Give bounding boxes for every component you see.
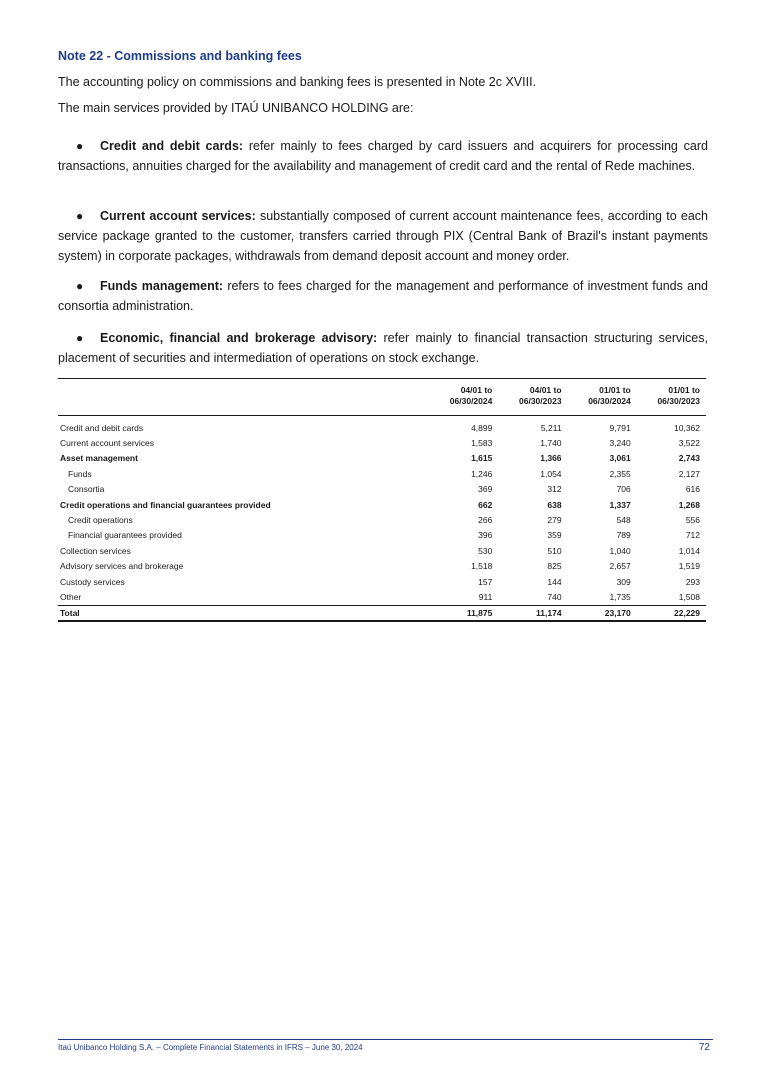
row-value: 3,240 (609, 438, 631, 449)
bullet-icon: ● (76, 139, 84, 153)
table-row (58, 589, 706, 605)
row-value: 1,615 (471, 453, 493, 464)
row-value: 1,519 (678, 561, 700, 572)
bullet-current-account-services (58, 206, 708, 266)
row-value: 1,040 (609, 545, 631, 556)
row-label: Collection services (60, 545, 131, 556)
table-header-row (58, 379, 706, 416)
row-label: Current account services (60, 438, 155, 449)
row-value: 1,740 (540, 438, 562, 449)
row-label: Credit operations and financial guarantees provided (60, 499, 271, 510)
bullet-icon: ● (76, 209, 84, 223)
bullet-lead: Funds management: (100, 279, 224, 293)
row-label: Financial guarantees provided (68, 530, 182, 541)
row-value: 359 (547, 530, 562, 541)
row-value: 638 (547, 499, 562, 510)
table-total-row (58, 605, 706, 621)
bullet-lead: Current account services: (100, 209, 256, 223)
row-label: Advisory services and brokerage (60, 561, 184, 572)
row-value: 706 (616, 484, 631, 495)
row-label: Consortia (68, 484, 105, 495)
row-value: 1,518 (471, 561, 493, 572)
row-value: 1,337 (609, 499, 631, 510)
row-value: 616 (685, 484, 700, 495)
footer-divider (58, 1039, 713, 1040)
row-value: 1,366 (540, 453, 562, 464)
row-label: Custody services (60, 576, 125, 587)
note-title: Note 22 - Commissions and banking fees (58, 49, 302, 63)
row-value: 5,211 (540, 422, 562, 433)
row-value: 740 (547, 591, 562, 602)
bullet-text: refer mainly to fees charged by card issuers and acquirers for processing card transactions, annuities charged for the availability and management of credit card and the rental of Rede machines. (58, 139, 708, 173)
table-row (58, 528, 706, 543)
row-value: 293 (685, 576, 700, 587)
row-value: 266 (478, 515, 493, 526)
services-intro-paragraph: The main services provided by ITAÚ UNIBANCO HOLDING are: (58, 101, 414, 115)
row-value: 825 (547, 561, 562, 572)
total-label: Total (58, 605, 429, 621)
bullet-text: substantially composed of current account maintenance fees, according to each service package granted to the customer, transfers carried through PIX (Central Bank of Brazil's instant payments system) in corporate packages, withdrawals from demand deposit account and money order. (58, 209, 708, 263)
row-value: 548 (616, 515, 631, 526)
row-label: Credit and debit cards (60, 422, 144, 433)
bullet-icon: ● (76, 331, 84, 345)
bullet-text: refer mainly to financial transaction structuring services, placement of securities and intermediation of operations on stock exchange. (58, 331, 708, 365)
row-value: 1,508 (678, 591, 700, 602)
bullet-text: refers to fees charged for the management and performance of investment funds and consortia administration. (58, 279, 708, 313)
row-value: 662 (478, 499, 493, 510)
row-label: Other (60, 591, 82, 602)
row-value: 1,735 (609, 591, 631, 602)
row-value: 530 (478, 545, 493, 556)
bullet-lead: Economic, financial and brokerage advisory: (100, 331, 378, 345)
row-value: 396 (478, 530, 493, 541)
table-header-cell: 01/01 to 06/30/2024 (568, 379, 637, 416)
row-label: Asset management (60, 453, 138, 464)
row-value: 279 (547, 515, 562, 526)
bullet-advisory (58, 328, 708, 368)
table-row (58, 497, 706, 512)
total-value: 22,229 (637, 605, 706, 621)
row-value: 3,522 (678, 438, 700, 449)
row-value: 144 (547, 576, 562, 587)
table-row (58, 574, 706, 589)
table-header-label (58, 379, 429, 416)
row-label: Credit operations (68, 515, 133, 526)
row-value: 312 (547, 484, 562, 495)
row-value: 712 (685, 530, 700, 541)
table-header-cell: 04/01 to 06/30/2024 (429, 379, 498, 416)
row-value: 3,061 (609, 453, 631, 464)
total-value: 11,875 (429, 605, 498, 621)
table-row (58, 435, 706, 450)
row-value: 2,127 (678, 468, 700, 479)
row-value: 2,657 (609, 561, 631, 572)
row-value: 556 (685, 515, 700, 526)
bullet-funds-management (58, 276, 708, 316)
row-value: 2,355 (609, 468, 631, 479)
total-value: 11,174 (498, 605, 567, 621)
table-row (58, 451, 706, 466)
row-value: 2,743 (678, 453, 700, 464)
bullet-lead: Credit and debit cards: (100, 139, 244, 153)
row-value: 10,362 (674, 422, 700, 433)
table-row (58, 543, 706, 558)
row-label: Funds (68, 468, 92, 479)
row-value: 157 (478, 576, 493, 587)
row-value: 1,054 (540, 468, 562, 479)
row-value: 510 (547, 545, 562, 556)
table-row (58, 559, 706, 574)
row-value: 309 (616, 576, 631, 587)
row-value: 911 (478, 591, 493, 602)
row-value: 1,246 (471, 468, 493, 479)
commissions-table (58, 378, 706, 622)
row-value: 369 (478, 484, 493, 495)
table-header-cell: 04/01 to 06/30/2023 (498, 379, 567, 416)
accounting-policy-paragraph: The accounting policy on commissions and banking fees is presented in Note 2c XVIII. (58, 75, 537, 89)
footer-text: Itaú Unibanco Holding S.A. – Complete Financial Statements in IFRS – June 30, 2024 (58, 1043, 363, 1052)
page-number: 72 (698, 1042, 710, 1053)
row-value: 1,583 (471, 438, 493, 449)
table-row (58, 466, 706, 481)
row-value: 1,014 (678, 545, 700, 556)
row-value: 789 (616, 530, 631, 541)
table-header-cell: 01/01 to 06/30/2023 (637, 379, 706, 416)
total-value: 23,170 (568, 605, 637, 621)
table-row (58, 512, 706, 527)
bullet-icon: ● (76, 279, 84, 293)
table-row (58, 416, 706, 436)
row-value: 1,268 (678, 499, 700, 510)
table-row (58, 482, 706, 497)
row-value: 9,791 (609, 422, 631, 433)
bullet-credit-debit-cards (58, 136, 708, 176)
row-value: 4,899 (471, 422, 493, 433)
